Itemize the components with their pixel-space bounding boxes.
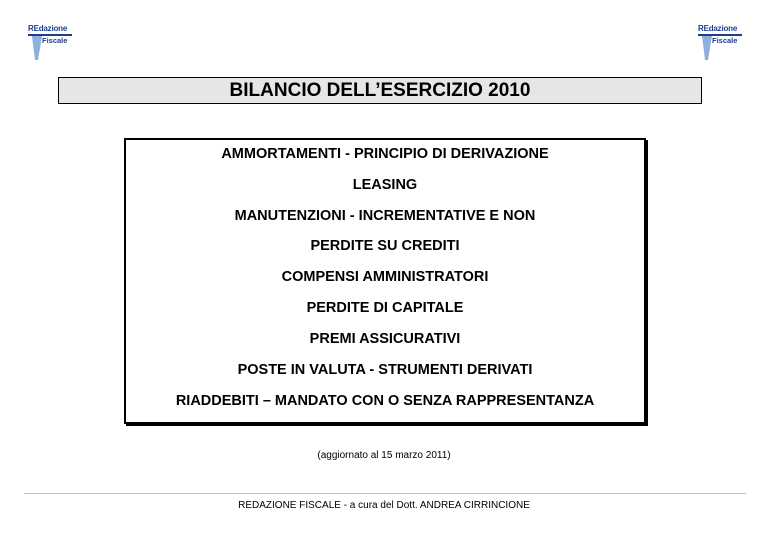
topic-item: LEASING [352, 177, 418, 193]
topic-item: COMPENSI AMMINISTRATORI [281, 269, 489, 285]
topic-item: MANUTENZIONI - INCREMENTATIVE E NON [234, 208, 536, 224]
topic-item: POSTE IN VALUTA - STRUMENTI DERIVATI [237, 362, 533, 378]
logo-text-bottom: Fiscale [42, 36, 68, 45]
redazione-fiscale-logo [28, 24, 72, 62]
logo-mark-icon [702, 36, 712, 60]
logo-text-bottom: Fiscale [712, 36, 738, 45]
logo-mark-icon [32, 36, 42, 60]
logo-text-top: REdazione [698, 24, 738, 33]
footer-text: REDAZIONE FISCALE - a cura del Dott. ANDREA CIRRINCIONE [238, 500, 530, 511]
title-box [58, 77, 702, 104]
redazione-fiscale-logo [698, 24, 742, 62]
topics-box [124, 138, 646, 424]
logo-text-top: REdazione [28, 24, 68, 33]
topic-item: PERDITE SU CREDITI [310, 238, 460, 254]
footer-divider [24, 493, 746, 494]
topic-item: AMMORTAMENTI - PRINCIPIO DI DERIVAZIONE [221, 146, 549, 162]
update-note: (aggiornato al 15 marzo 2011) [317, 450, 451, 461]
page-title: BILANCIO DELL’ESERCIZIO 2010 [229, 79, 531, 101]
topic-item: PREMI ASSICURATIVI [309, 331, 461, 347]
topic-item: PERDITE DI CAPITALE [306, 300, 464, 316]
topic-item: RIADDEBITI – MANDATO CON O SENZA RAPPRESENTANZA [175, 393, 595, 409]
